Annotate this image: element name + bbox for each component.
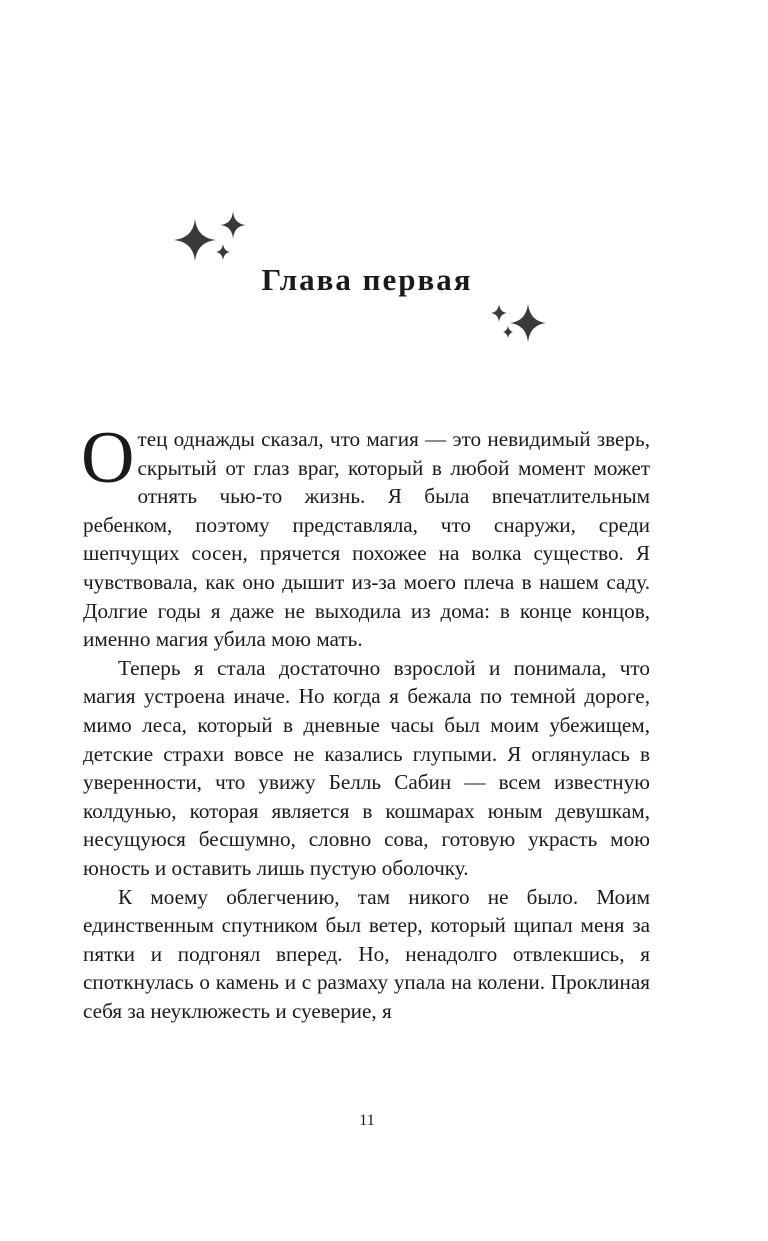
chapter-title: Глава первая	[261, 262, 473, 297]
paragraph	[81, 417, 650, 654]
paragraph: Теперь я стала достаточно взрослой и понимала, что магия устроена иначе. Но когда я бежала по темной дороге, мимо леса, который в дневные часы был моим убежищем, детские страхи вовсе не казались глупыми. Я оглянулась в уверенности, что увижу Белль Сабин — всем известную колдунью, которая является в кошмарах юным девушкам, несущуюся бесшумно, словно сова, готовую украсть мою юность и оставить лишь пустую оболочку.	[83, 655, 650, 880]
paragraph: К моему облегчению, там никого не было. Моим единственным спутником был ветер, который щипал меня за пятки и подгонял вперед. Но, ненадолго отвлекшись, я споткнулась о камень и с размаху упала на колени. Проклиная себя за неуклюжесть и суеверие, я	[83, 884, 650, 1023]
paragraph-text: тец однажды сказал, что магия — это невидимый зверь, скрытый от глаз враг, который в любой момент может отнять чью-то жизнь. Я была впечатлительным ребенком, поэтому представляла, что снаружи, среди шепчущих сосен, прячется похожее на волка существо. Я чувствовала, как оно дышит из-за моего плеча в нашем саду. Долгие годы я даже не выходила из дома: в конце концов, именно магия убила мою мать.	[83, 427, 650, 652]
sparkles-icon	[488, 298, 550, 350]
page-number: 11	[359, 1112, 375, 1129]
body-text	[81, 417, 650, 1025]
drop-cap: О	[81, 417, 135, 499]
